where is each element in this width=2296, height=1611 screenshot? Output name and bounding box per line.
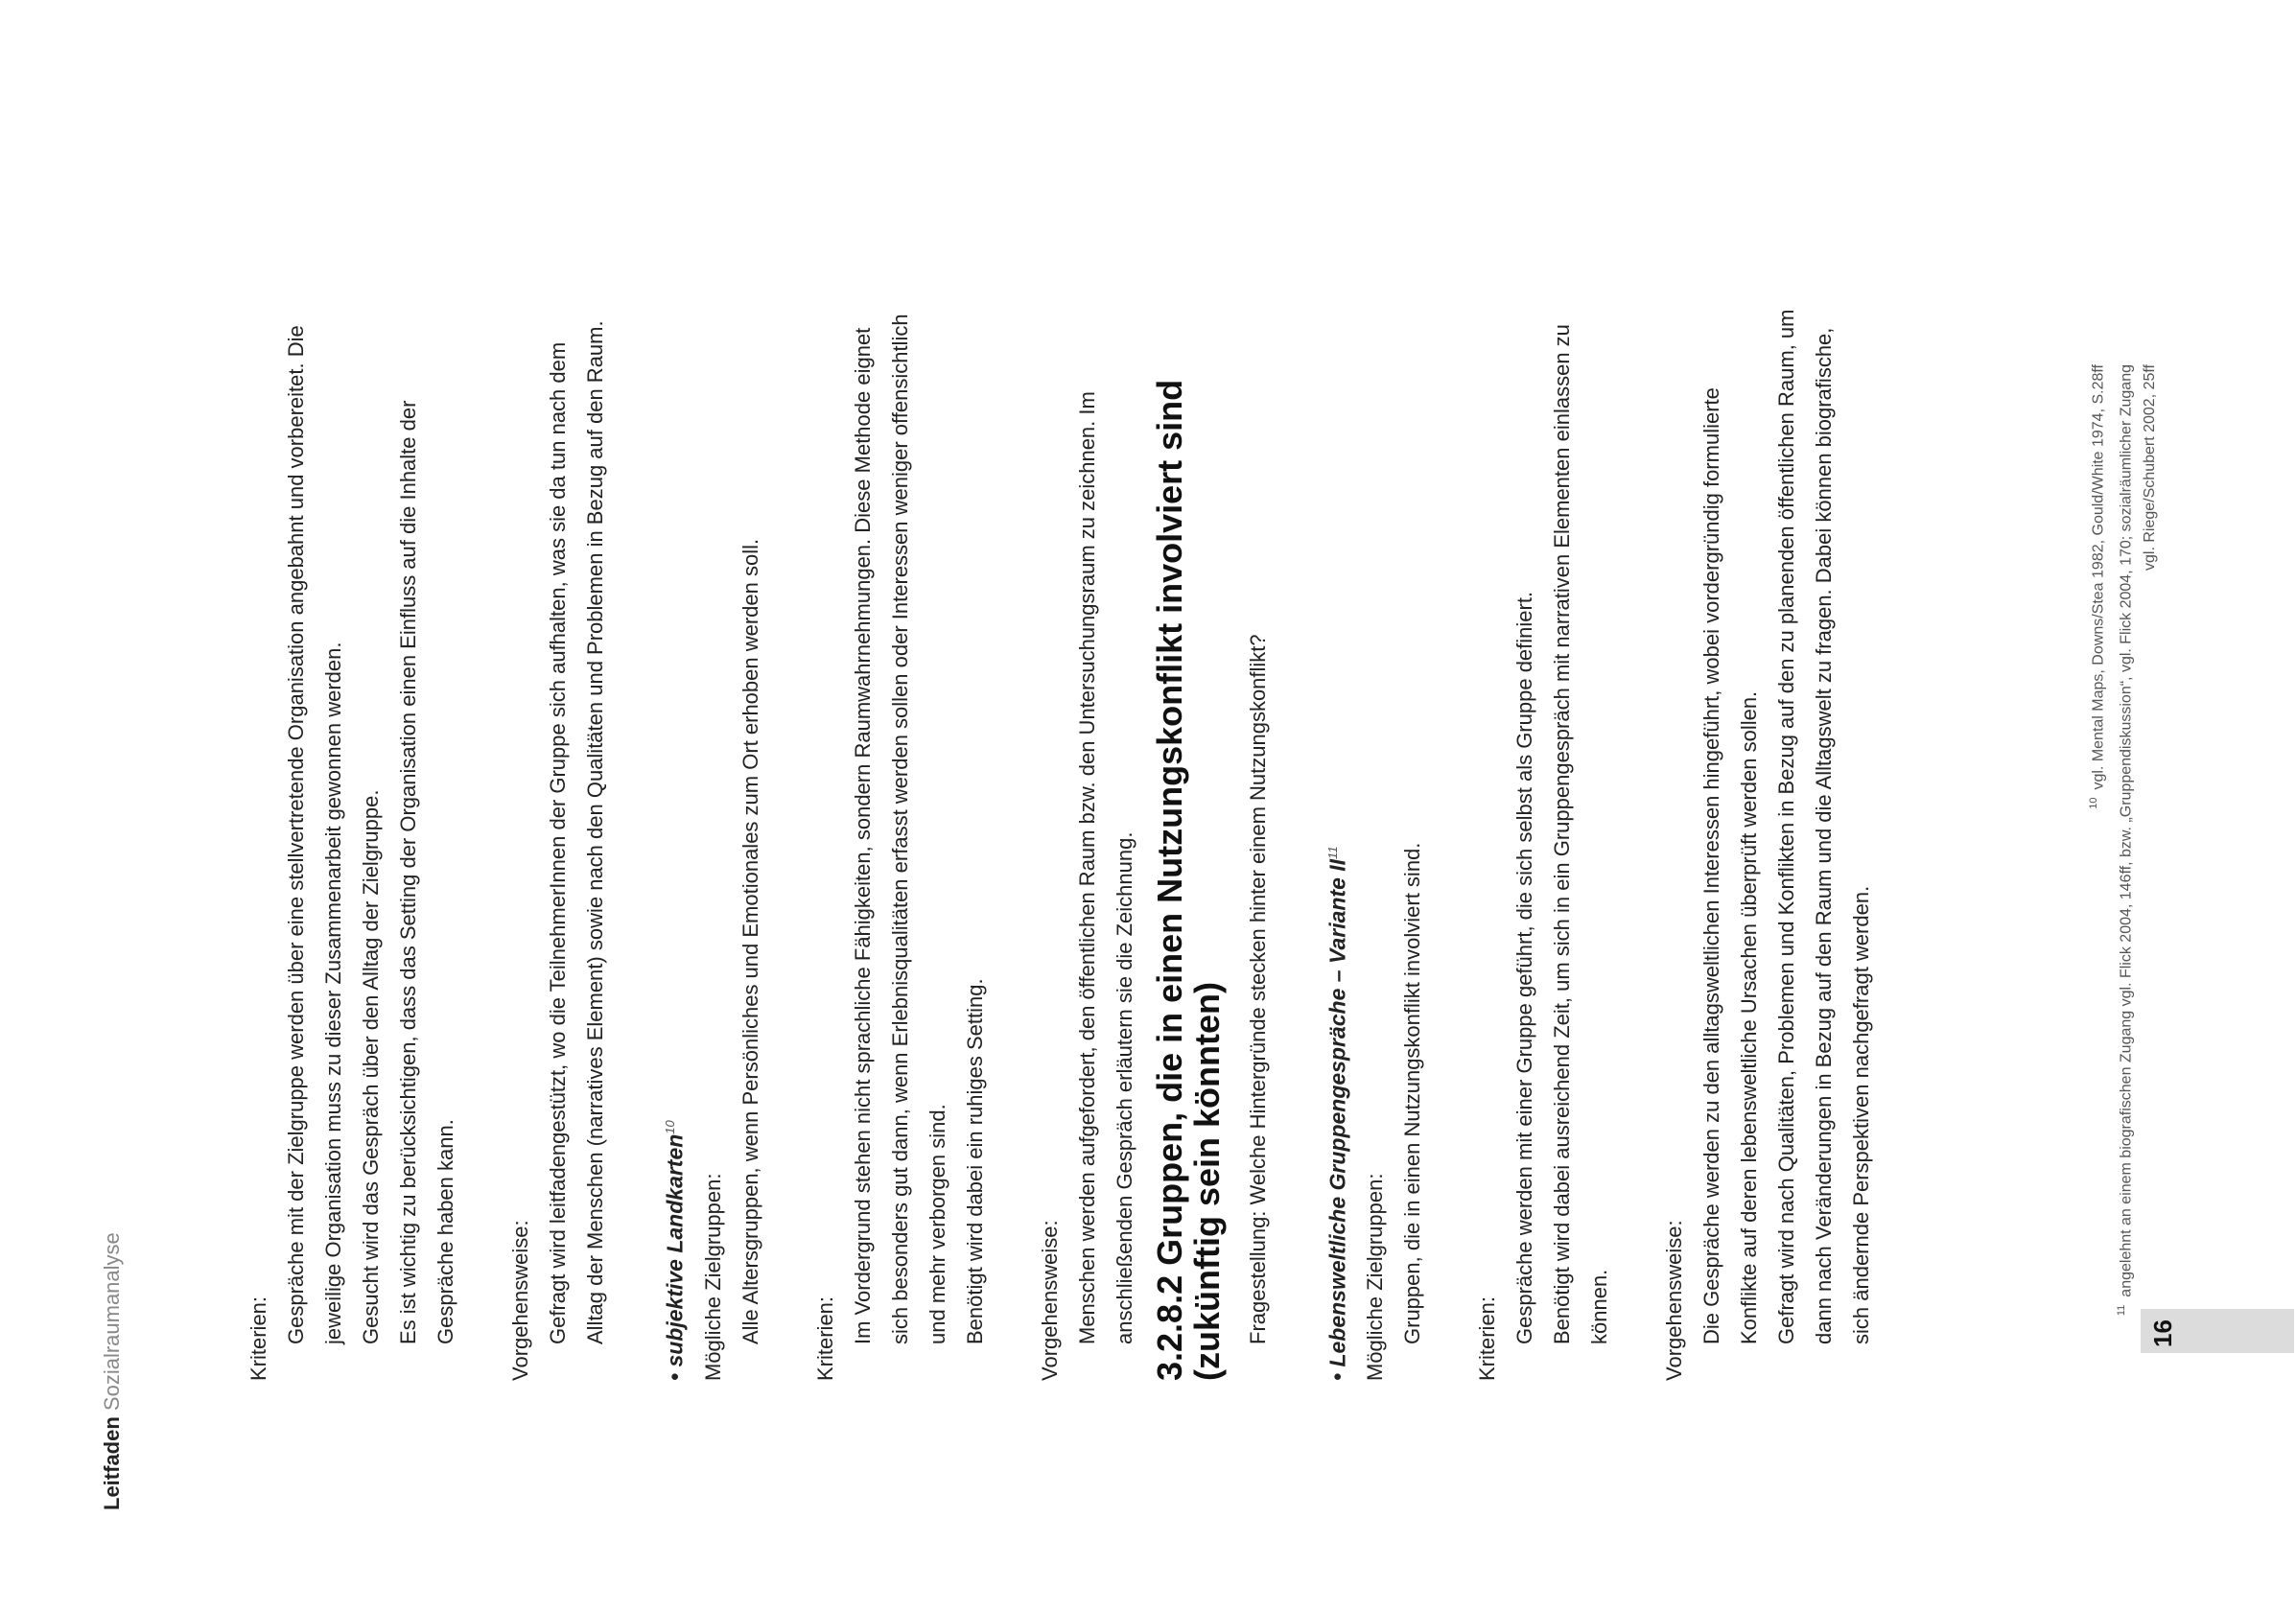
procedure-label: Vorgehensweise: bbox=[1037, 1220, 1062, 1381]
footnote-number: 10 bbox=[2088, 797, 2099, 809]
main-text-column bbox=[240, 307, 1880, 1381]
criteria-label: Kriterien: bbox=[812, 1296, 837, 1381]
criteria-label: Kriterien: bbox=[1475, 1296, 1500, 1381]
question-line: Fragestellung: Welche Hintergründe stecken hinter einem Nutzungskonflikt? bbox=[1245, 634, 1270, 1344]
paragraph: Gefragt wird nach Qualitäten, Problemen und Konflikten in Bezug auf den zu planenden öffentlichen Raum, um dann nach Veränderungen in Bezug auf den Raum und die Alltagswelt zu fragen. Dabei können biografische, sich ändernde Perspektiven nachgefragt werden. bbox=[1774, 309, 1874, 1344]
target-groups-label: Mögliche Zielgruppen: bbox=[700, 1173, 725, 1381]
footnotes bbox=[2082, 364, 2162, 1323]
paragraph: Menschen werden aufgefordert, den öffentlichen Raum bzw. den Untersuchungsraum zu zeichnen. Im anschließenden Gespräch erläutern sie die Zeichnung. bbox=[1074, 391, 1136, 1344]
paragraph: Die Gespräche werden zu den alltagsweltlichen Interessen hingeführt, wobei vordergründig formulierte Konflikte auf deren lebensweltliche Ursachen überprüft werden sollen. bbox=[1699, 387, 1762, 1344]
running-header bbox=[100, 1232, 125, 1510]
footnote-10 bbox=[2082, 364, 2110, 1323]
header-title-bold: Leitfaden bbox=[100, 1416, 124, 1510]
paragraph: Gefragt wird leitfadengestützt, wo die TeilnehmerInnen der Gruppe sich aufhalten, was sie da tun nach dem Alltag der Menschen (narratives Element) sowie nach den Qualitäten und Problemen in Bezug auf den Raum. bbox=[546, 320, 607, 1344]
footnote-text: angelehnt an einem biografischen Zugang vgl. Flick 2004, 146ff, bzw. „Gruppendiskussion“, vgl. Flick 2004, 170; sozialräumlicher Zugang vgl. Riege/Schubert 2002, 25ff bbox=[2118, 364, 2158, 1297]
paragraph: Benötigt wird dabei ein ruhiges Setting. bbox=[962, 978, 987, 1344]
procedure-label: Vorgehensweise: bbox=[508, 1220, 532, 1381]
method-heading: • Lebensweltliche Gruppengespräche – Variante II$^{11}$ bbox=[1324, 846, 1350, 1381]
method-title: subjektive Landkarten bbox=[662, 1133, 688, 1367]
footnote-text: vgl. Mental Maps, Downs/Stea 1982, Gould/White 1974, S.28ff bbox=[2090, 364, 2107, 790]
method-heading: • subjektive Landkarten$^{10}$ bbox=[662, 1120, 688, 1381]
footnote-number: 11 bbox=[2116, 1304, 2128, 1317]
target-groups-label: Mögliche Zielgruppen: bbox=[1363, 1173, 1388, 1381]
paragraph: Benötigt wird dabei ausreichend Zeit, um sich in ein Gruppengespräch mit narrativen Elementen einlassen zu können. bbox=[1550, 324, 1612, 1344]
paragraph: Gesucht wird das Gespräch über den Alltag der Zielgruppe. bbox=[359, 789, 383, 1344]
method-title: Lebensweltliche Gruppengespräche – Variante II bbox=[1324, 858, 1350, 1367]
paragraph: Alle Altersgruppen, wenn Persönliches und Emotionales zum Ort erhoben werden soll. bbox=[738, 538, 762, 1344]
procedure-label: Vorgehensweise: bbox=[1662, 1220, 1687, 1381]
footnote-ref: 10 bbox=[663, 1120, 677, 1134]
criteria-label: Kriterien: bbox=[246, 1296, 270, 1381]
page-number: 16 bbox=[2148, 1319, 2177, 1347]
paragraph: Im Vordergrund stehen nicht sprachliche Fähigkeiten, sondern Raumwahrnehmungen. Diese Methode eignet sich besonders gut dann, wenn Erlebnisqualitäten erfasst werden sollen oder Interessen weniger offensichtlich und mehr verborgen sind. bbox=[850, 314, 949, 1344]
footnote-11 bbox=[2110, 364, 2161, 1323]
section-heading: 3.2.8.2 Gruppen, die in einen Nutzungskonflikt involviert sind (zukünftig sein könnten) bbox=[1149, 379, 1227, 1381]
header-title-light: Sozialraumanalyse bbox=[100, 1232, 124, 1417]
footnote-ref: 11 bbox=[1324, 846, 1340, 859]
paragraph: Gespräche mit der Zielgruppe werden über eine stellvertretende Organisation angebahnt und vorbereitet. Die jeweilige Organisation muss zu dieser Zusammenarbeit gewonnen werden. bbox=[284, 325, 345, 1344]
paragraph: Gruppen, die in einen Nutzungskonflikt involviert sind. bbox=[1400, 842, 1425, 1344]
paragraph: Gespräche werden mit einer Gruppe geführt, die sich selbst als Gruppe definiert. bbox=[1512, 591, 1537, 1344]
paragraph: Es ist wichtig zu berücksichtigen, dass das Setting der Organisation einen Einfluss auf die Inhalte der Gespräche haben kann. bbox=[396, 400, 457, 1344]
